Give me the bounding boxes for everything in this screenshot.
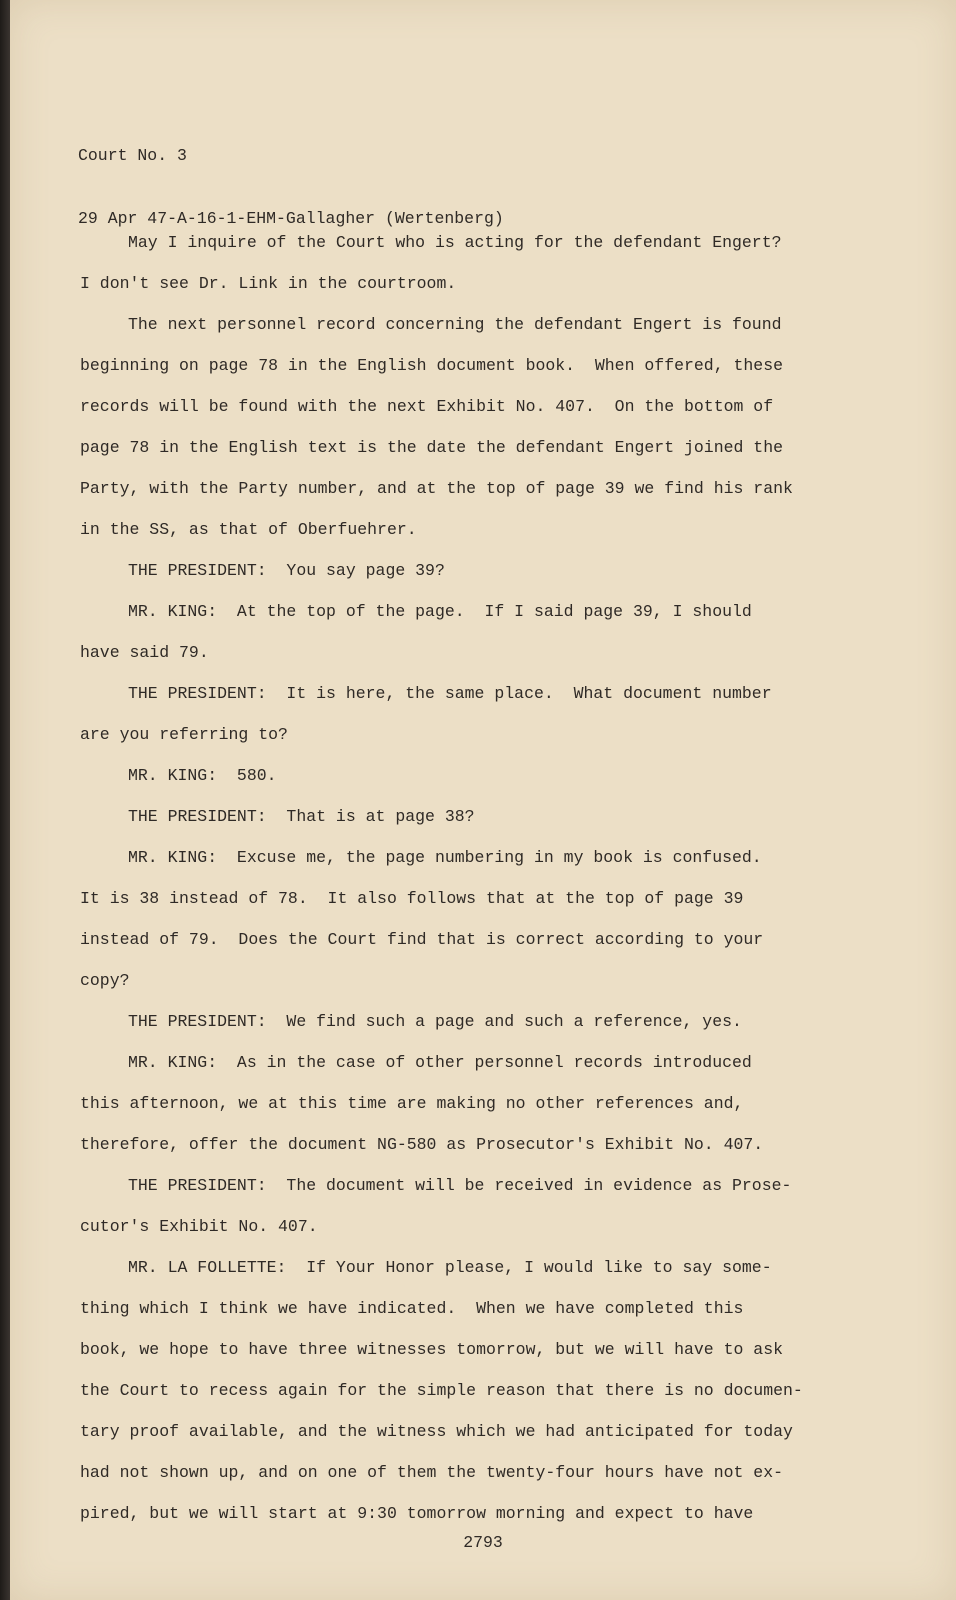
transcript-line: MR. KING: Excuse me, the page numbering in my book is confused. [128,848,762,867]
transcript-line: Party, with the Party number, and at the top of page 39 we find his rank [80,479,793,498]
transcript-line: thing which I think we have indicated. When we have completed this [80,1299,744,1318]
transcript-line: cutor's Exhibit No. 407. [80,1217,318,1236]
transcript-line: page 78 in the English text is the date the defendant Engert joined the [80,438,784,457]
transcript-line: have said 79. [80,643,209,662]
binding-edge [0,0,10,1600]
transcript-line: this afternoon, we at this time are making no other references and, [80,1094,744,1113]
transcript-line: pired, but we will start at 9:30 tomorrow morning and expect to have [80,1504,754,1523]
transcript-body [80,222,803,1534]
court-number: Court No. 3 [78,146,187,165]
transcript-line: beginning on page 78 in the English document book. When offered, these [80,356,784,375]
transcript-line: therefore, offer the document NG-580 as Prosecutor's Exhibit No. 407. [80,1135,764,1154]
transcript-line: instead of 79. Does the Court find that is correct according to your [80,930,764,949]
transcript-line: MR. LA FOLLETTE: If Your Honor please, I would like to say some- [128,1258,772,1277]
transcript-line: MR. KING: At the top of the page. If I said page 39, I should [128,602,752,621]
document-page [10,0,956,1600]
transcript-line: May I inquire of the Court who is acting for the defendant Engert? [128,233,782,252]
transcript-line: MR. KING: 580. [128,766,277,785]
transcript-line: THE PRESIDENT: That is at page 38? [128,807,475,826]
transcript-line: THE PRESIDENT: The document will be received in evidence as Prose- [128,1176,792,1195]
transcript-line: THE PRESIDENT: It is here, the same place. What document number [128,684,772,703]
transcript-line: The next personnel record concerning the defendant Engert is found [128,315,782,334]
transcript-line: had not shown up, and on one of them the twenty-four hours have not ex- [80,1463,784,1482]
transcript-line: records will be found with the next Exhibit No. 407. On the bottom of [80,397,774,416]
transcript-line: It is 38 instead of 78. It also follows that at the top of page 39 [80,889,744,908]
transcript-line: I don't see Dr. Link in the courtroom. [80,274,457,293]
transcript-line: THE PRESIDENT: You say page 39? [128,561,445,580]
transcript-line: tary proof available, and the witness which we had anticipated for today [80,1422,793,1441]
transcript-line: are you referring to? [80,725,288,744]
transcript-line: MR. KING: As in the case of other personnel records introduced [128,1053,752,1072]
transcript-line: book, we hope to have three witnesses tomorrow, but we will have to ask [80,1340,784,1359]
transcript-line: THE PRESIDENT: We find such a page and such a reference, yes. [128,1012,742,1031]
page-number: 2793 [463,1533,503,1552]
session-reference: 29 Apr 47-A-16-1-EHM-Gallagher (Wertenberg) [78,209,504,228]
transcript-line: copy? [80,971,130,990]
transcript-line: in the SS, as that of Oberfuehrer. [80,520,417,539]
transcript-line: the Court to recess again for the simple reason that there is no documen- [80,1381,803,1400]
